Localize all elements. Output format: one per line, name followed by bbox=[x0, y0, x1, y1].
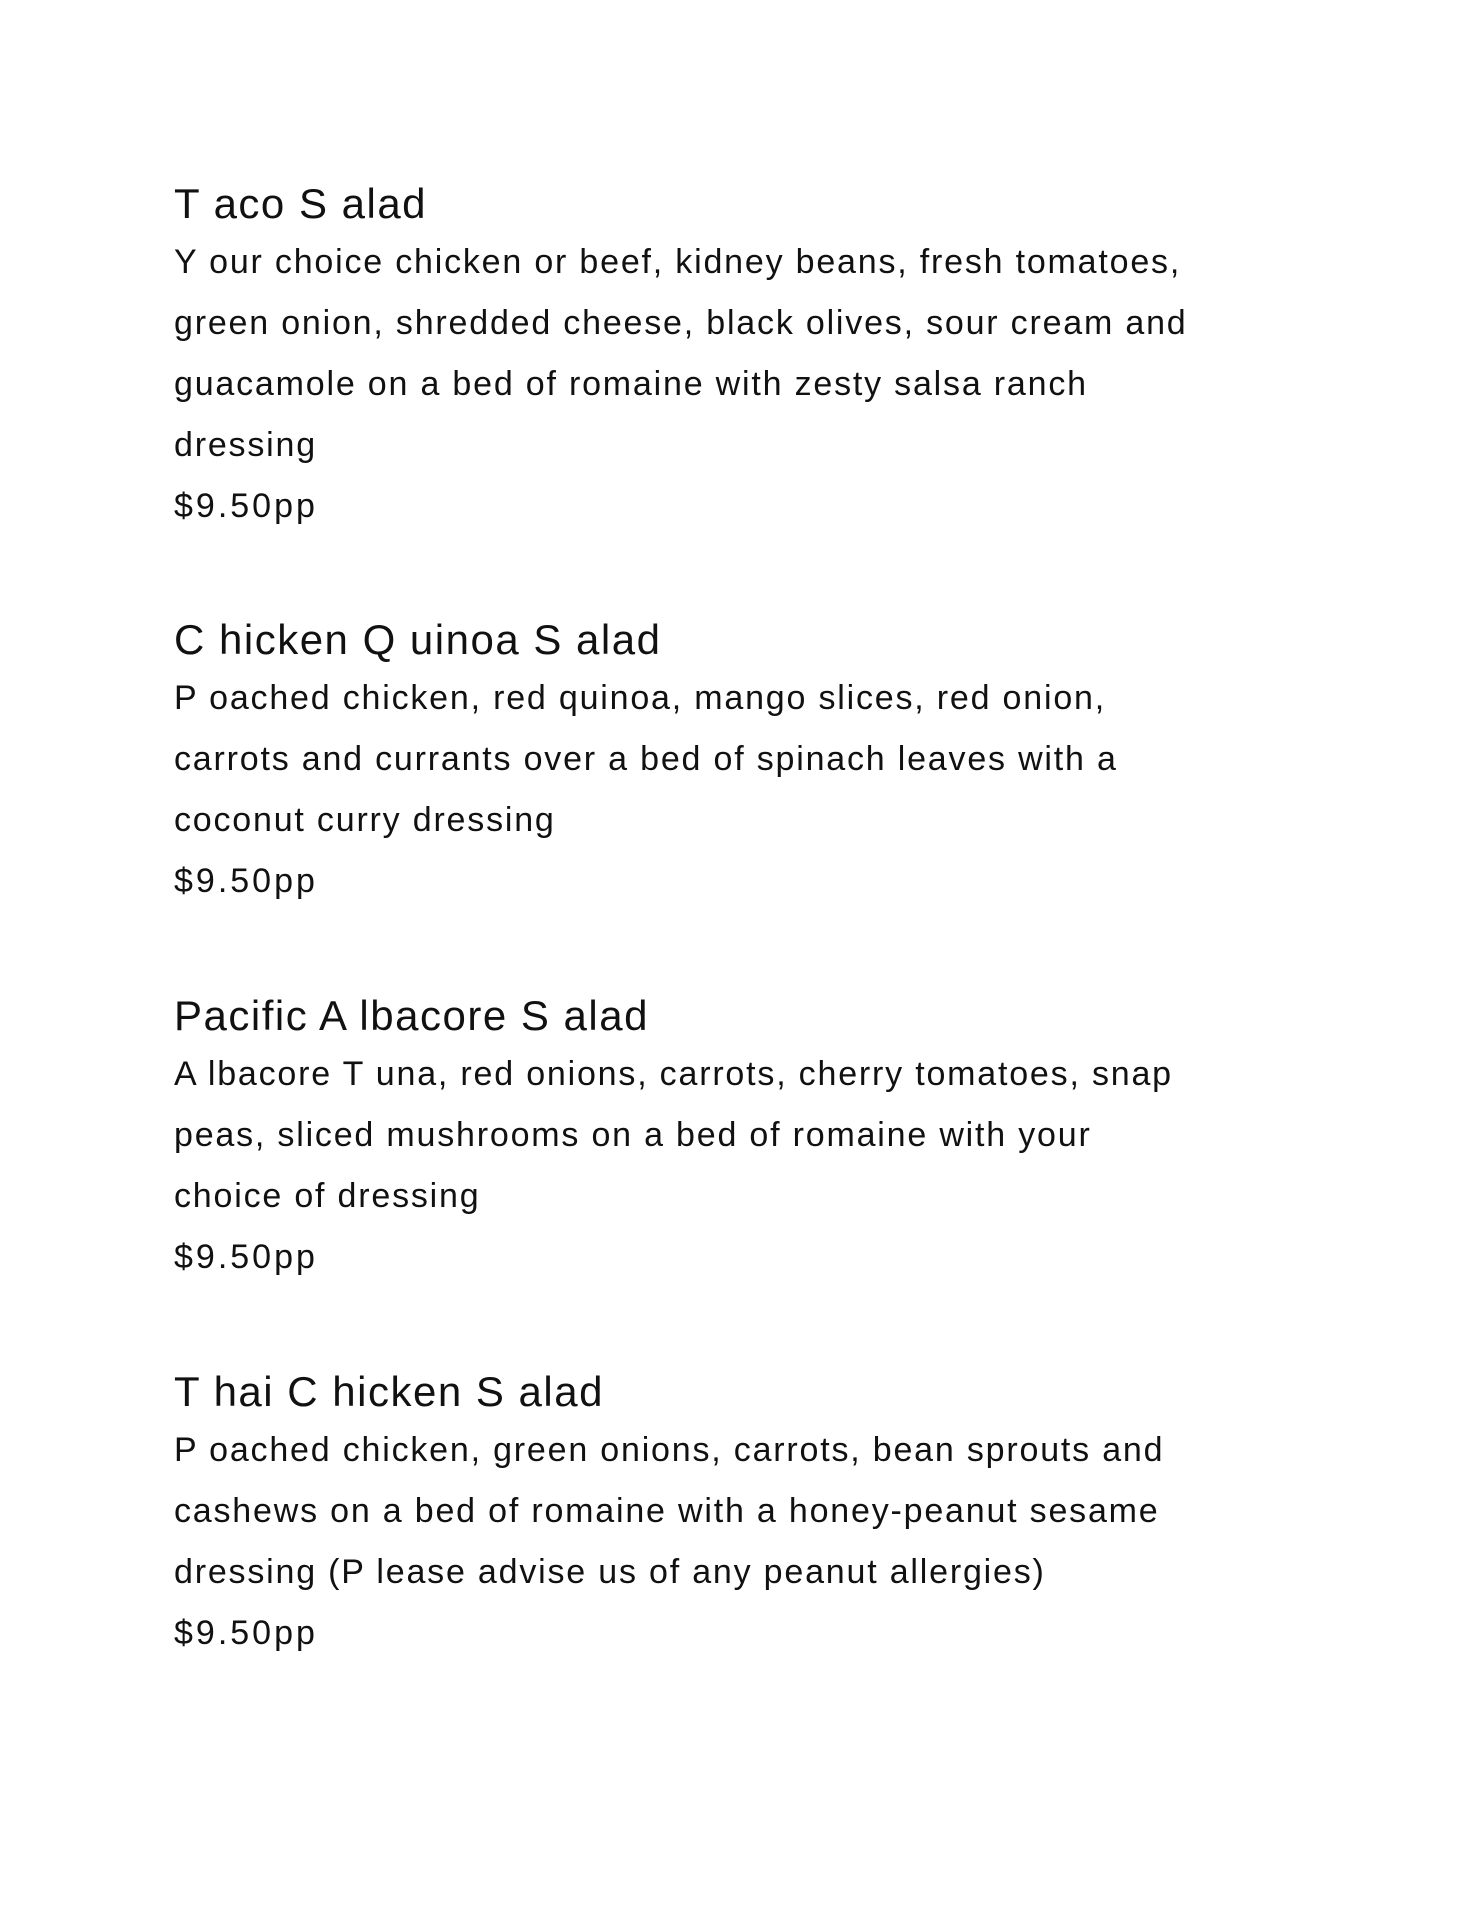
item-description-line: carrots and currants over a bed of spinach leaves with a bbox=[174, 740, 1118, 778]
item-description-line: coconut curry dressing bbox=[174, 801, 556, 839]
item-title: T hai C hicken S alad bbox=[174, 1368, 604, 1415]
menu-item-pacific-albacore-salad bbox=[174, 988, 1174, 1288]
item-description-line: green onion, shredded cheese, black olives, sour cream and bbox=[174, 304, 1188, 342]
item-description-line: guacamole on a bed of romaine with zesty salsa ranch bbox=[174, 365, 1088, 403]
item-description-line: dressing (P lease advise us of any peanut allergies) bbox=[174, 1553, 1046, 1591]
item-price: $9.50pp bbox=[174, 487, 318, 525]
item-description-line: P oached chicken, red quinoa, mango slices, red onion, bbox=[174, 679, 1106, 717]
item-description-line: cashews on a bed of romaine with a honey-peanut sesame bbox=[174, 1492, 1160, 1530]
menu-item-chicken-quinoa-salad bbox=[174, 612, 1174, 912]
item-description-line: A lbacore T una, red onions, carrots, cherry tomatoes, snap bbox=[174, 1055, 1173, 1093]
item-price: $9.50pp bbox=[174, 1238, 318, 1276]
item-description-line: peas, sliced mushrooms on a bed of romaine with your bbox=[174, 1116, 1092, 1154]
item-description-line: dressing bbox=[174, 426, 317, 464]
item-title: T aco S alad bbox=[174, 180, 428, 227]
menu-item-thai-chicken-salad bbox=[174, 1364, 1174, 1664]
menu-item-taco-salad bbox=[174, 176, 1188, 537]
item-title: Pacific A lbacore S alad bbox=[174, 992, 649, 1039]
item-description-line: choice of dressing bbox=[174, 1177, 481, 1215]
item-description-line: P oached chicken, green onions, carrots, bean sprouts and bbox=[174, 1431, 1165, 1469]
item-price: $9.50pp bbox=[174, 1614, 318, 1652]
item-description-line: Y our choice chicken or beef, kidney beans, fresh tomatoes, bbox=[174, 243, 1182, 281]
item-title: C hicken Q uinoa S alad bbox=[174, 616, 662, 663]
item-price: $9.50pp bbox=[174, 862, 318, 900]
